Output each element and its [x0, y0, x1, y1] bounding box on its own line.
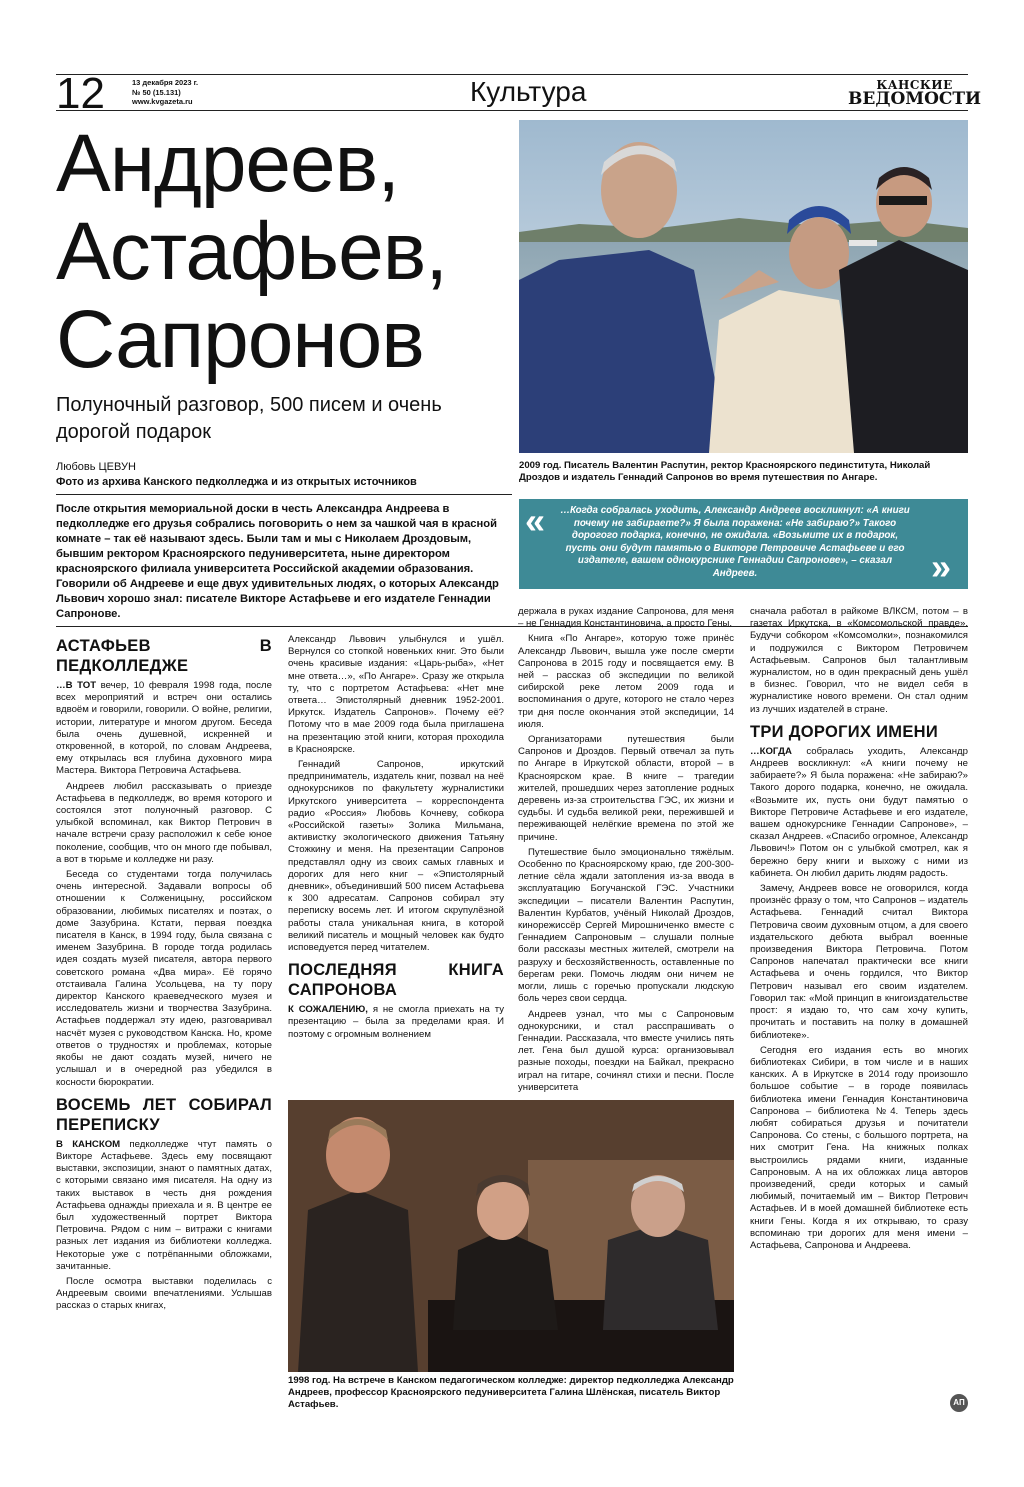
- site-url[interactable]: www.kvgazeta.ru: [132, 97, 193, 106]
- pull-quote-text: …Когда собралась уходить, Александр Андреев воскликнул: «А книги почему не забираете?» Я была поражена: «Не забираю?» Такого дорогого подарка, конечно, не ожидала. «Возьмите их в подарок, пусть они будут памятью о Викторе Петровиче Астафьеве и его издателе, вашем однокурснике Геннадии Сапронове», – сказал Андреев.: [560, 505, 910, 579]
- subheading-three-names: ТРИ ДОРОГИХ ИМЕНИ: [750, 722, 939, 741]
- paragraph-text: педколледже чтут память о Викторе Астафьеве. Здесь ему посвящают выставки, экспозиции, знают о памятных датах, с которыми связано имя писателя. На одну из таких выставок в честь дня рождения Астафьева однажды приехала и я. В центре ее был художественный портрет Виктора Петровича. Рядом с ним – витражи с книгами разных лет издания из библиотеки колледжа. Некоторые уже с потрёпанными обложками, зачитанные.: [56, 1138, 273, 1272]
- author: Любовь ЦЕВУН: [56, 461, 136, 473]
- column-2: [288, 634, 504, 1096]
- headline-line-1: Андреев,: [56, 118, 399, 209]
- subtitle: Полуночный разговор, 500 писем и очень дорогой подарок: [56, 394, 442, 443]
- column-1: [56, 630, 272, 1412]
- paragraph: Замечу, Андреев вовсе не оговорился, когда произнёс фразу о том, что Сапронов – издатель Астафьева. Геннадий считал Виктора Петровича своим духовным отцом, а для своего издательского дебюта выбрал военные произведения Виктора Петровича. Потом Сапронов напечатал практически все книги Астафьева и очень гордился, что Виктор Петрович называл его своим издателем. Говорил так: «Мой принцип в книгоиздательстве прост: я издаю то, что сам хочу купить, прочитать и поставить на полку в домашней библиотеке».: [750, 883, 968, 1041]
- top-photo: [519, 120, 968, 453]
- paragraph: держала в руках издание Сапронова, для меня – не Геннадия Константиновича, а просто Гены.: [518, 606, 734, 630]
- paragraph: Андреев любил рассказывать о приезде Астафьева в педколледж, во время которого и состоялся этот полуночный разговор. С улыбкой вспоминал, как Виктор Петрович в начале встречи сразу расположил к себе юное поколение, сообщив, что он много где побывал, а вот в тюрьме и колледже ни разу.: [56, 780, 272, 865]
- subheading-astafiev-college: АСТАФЬЕВ В ПЕДКОЛЛЕДЖЕ: [56, 637, 272, 675]
- subheading-last-book: ПОСЛЕДНЯЯ КНИГА САПРОНОВА: [288, 961, 504, 1000]
- photo-river-expedition: [519, 120, 968, 453]
- masthead-logo: [848, 79, 981, 108]
- paragraph-text: собралась уходить, Александр Андреев воскликнул: «А книги почему не забираете?» Я была поражена: «Не забираю?» Такого дорого подарка, конечно, не ожидала. «Возьмите их, пусть они будут памятью о Викторе Петровиче Астафьеве и его издателе, вашем однокурснике Геннадии Сапронове», – сказал Андреев. «Спасибо огромное, Александр Львович!» Потом он с улыбкой смотрел, как я бережно беру книги и выхожу с ними из кабинета. Он любил дарить людям радость.: [750, 745, 969, 879]
- lead-paragraph: После открытия мемориальной доски в честь Александра Андреева в педколледже его друзья собрались поговорить о нем за чашкой чая в красной комнате – так её называют здесь. Были там и мы с Николаем Дроздовым, бывшим ректором Красноярского педуниверситета, ныне директором красноярского филиала университета Российской академии образования. Говорили об Андрееве и еще двух удивительных людях, о которых Александр Львович хорошо знал: писателе Викторе Астафьеве и его издателе Геннадии Сапронове.: [56, 503, 499, 620]
- paragraph: После осмотра выставки поделилась с Андреевым своими впечатлениями. Услышав рассказ о старых книгах,: [56, 1275, 272, 1312]
- paragraph-lead: …В ТОТ: [56, 680, 97, 691]
- paragraph: [288, 1004, 504, 1041]
- masthead-line-1: КАНСКИЕ: [876, 78, 953, 92]
- paragraph: [56, 1139, 272, 1273]
- issue-info: [132, 78, 198, 107]
- paragraph-lead: …КОГДА: [750, 745, 792, 757]
- agency-mark-icon: АП: [950, 1394, 968, 1412]
- bottom-photo-caption: 1998 год. На встрече в Канском педагогическом колледже: директор педколледжа Александр Андреев, профессор Красноярского педуниверситета Галина Шлёнская, писатель Виктор Астафьев.: [288, 1375, 734, 1410]
- bottom-photo: [288, 1100, 734, 1372]
- paragraph: Беседа со студентами тогда получилась очень интересной. Задавали вопросы об отношении к Солженицыну, российском образовании, любимых писателях и поэтах, о доме Зазубрина. Кстати, первая поездка писателя в Канск, в 1994 году, была связана с именем Зазубрина. В городе тогда родилась идея создать музей писателя, автора первого советского романа «Два мира». Её горячо отстаивала Галина Усольцева, на ту пору директор Канского краеведческого музея и исследователь жизни и творчества Зазубрина. Астафьев поддержал эту идею, разговаривал насчёт музея с руководством Канска. Но, кроме ответов о трудностях и проблемах, которые якобы не дают создать музей, ничего не услышал и в очередной раз убедился в косности бюрократии.: [56, 869, 272, 1088]
- paragraph-lead: К СОЖАЛЕНИЮ,: [288, 1004, 368, 1016]
- issue-number: № 50 (15.131): [132, 87, 181, 97]
- section-title: Культура: [470, 76, 587, 107]
- paragraph: Геннадий Сапронов, иркутский предприниматель, издатель книг, позвал на неё однокурсников по факультету журналистики Иркутского университета – корреспондента радио «Россия» Любовь Кочневу, собкора «Российской газеты» Золика Мильмана, активистку экологического движения Татьяну Стожкину и меня. На презентации Сапронов представлял одну из своих самых главных и дорогих для него книг – «Эпистолярный дневник», объединивший 500 писем Астафьева к 300 адресатам. Сапронов собирал эту переписку восемь лет. И итогом скрупулёзной работы стала уникальная книга, в которой великий писатель и мощный человек как будто исповедуется перед читателем.: [288, 759, 504, 954]
- quote-open-icon: «: [525, 500, 546, 541]
- quote-close-icon: »: [931, 546, 952, 587]
- paragraph: Организаторами путешествия были Сапронов и Дроздов. Первый отвечал за путь по Ангаре в Иркутской области, второй – в Красноярском крае. В книге – трагедии жителей, прошедших через затопление родных деревень из-за строительства ГЭС, их жизни и судьбы. И судьба великой реки, пережившей и переживающей нелёгкие времена по этой же причине.: [518, 734, 734, 843]
- headline-line-3: Сапронов: [56, 294, 424, 385]
- paragraph-text: я не смогла приехать на ту презентацию – была за пределами края. И поэтому с огромным волнением: [288, 1004, 504, 1040]
- headline: [56, 120, 516, 384]
- paragraph: Сегодня его издания есть во многих библиотеках Сибири, в том числе и в наших канских. А в Иркутске в 2014 году произошло большое событие – в городе появилась библиотека имени Геннадия Константиновича Сапронова – библиотека №4. Теперь здесь любят собираться друзья и почитатели Сапронова. Со стены, с большого портрета, на них смотрит Гена. На книжных полках выстроились рядами книги, изданные Сапроновым. А на их обложках лица авторов произведений, среди которых и самый любимый, почитаемый им – Виктор Петрович Астафьев. И в моей домашней библиотеке есть книги Гены. Когда я их открываю, то сразу вспоминаю три дорогих для меня имени – Астафьева, Сапронова и Андреева.: [750, 1044, 968, 1251]
- headline-line-2: Астафьев,: [56, 206, 448, 297]
- subheading-eight-years: ВОСЕМЬ ЛЕТ СОБИРАЛ ПЕРЕПИСКУ: [56, 1095, 272, 1134]
- paragraph-text: вечер, 10 февраля 1998 года, после всех мероприятий и встреч они остались вдвоём и говорили, говорили. О войне, религии, истории, литературе и многом другом. Беседа была очень душевной, искренней и откровенной, в которой, по словам Андреева, ему открылась вся глубина духовного мира Мастера. Виктора Петровича Астафьева.: [56, 680, 272, 777]
- page-number: 12: [56, 69, 105, 118]
- pull-quote: [519, 499, 968, 589]
- paragraph-lead: В КАНСКОМ: [56, 1138, 121, 1150]
- top-photo-caption: 2009 год. Писатель Валентин Распутин, ректор Красноярского пединститута, Николай Дроздов и издатель Геннадий Сапронов во время путешествия по Ангаре.: [519, 460, 931, 483]
- paragraph: [750, 746, 968, 880]
- paragraph: Александр Львович улыбнулся и ушёл. Вернулся со стопкой новеньких книг. Это были очень красивые издания: «Царь-рыба», «Нет мне ответа…», «По Ангаре». Сразу же открыла ту, что с портретом Астафьева: «Нет мне ответа… Эпистолярный дневник 1952-2001. Иркутск. Издатель Сапронов». Почему её? Потому что в мае 2009 года была приглашена на презентацию этой книги, которая проходила в Красноярске.: [288, 634, 504, 755]
- column-4: [750, 606, 968, 1406]
- column-3: [518, 606, 734, 1176]
- paragraph: Путешествие было эмоционально тяжёлым. Особенно по Красноярскому краю, где 200-300-летние сёла ждали затопления из-за ввода в эксплуатацию Богучанской ГЭС. Участники экспедиции – писатели Валентин Распутин, Валентин Курбатов, учёный Николай Дроздов, кинорежиссёр Сергей Мирошниченко вместе с Геннадием Сапроновым – слушали полные боли рассказы местных жителей, смотрели на разруху и бесхозяйственность, оставленные по берегам реки. Помочь людям они ничем не могли, лишь с горечью пропускали людскую боль через свои сердца.: [518, 846, 734, 1005]
- photo-college-meeting: [288, 1100, 734, 1372]
- paragraph: сначала работал в райкоме ВЛКСМ, потом – в газетах Иркутска, в «Комсомольской правде». Будучи собкором «Комсомолки», познакомился и подружился с Виктором Петровичем Астафьевым. Сапронов был талантливым журналистом, но в один прекрасный день ушёл в бизнес. Говорил, что не видел себя в журналистике нового времени. Он стал одним из лучших издателей в стране.: [750, 606, 968, 715]
- issue-date: 13 декабря 2023 г.: [132, 78, 199, 87]
- paragraph: Андреев узнал, что мы с Сапроновым однокурсники, и стал расспрашивать о Геннадии. Рассказала, что вместе учились пять лет. Гена был душой курса: организовывал разные походы, поездки на Байкал, прекрасно играл на гитаре, сочинял стихи и песни. После университета: [518, 1008, 734, 1093]
- paragraph: Книга «По Ангаре», которую тоже принёс Александр Львович, вышла уже после смерти Сапронова в 2015 году и посвящается ему. В ней – рассказ об экспедиции по великой сибирской реке летом 2009 года и воспоминания о друге, которого не стало через три дня после окончания этой экспедиции, 14 июля.: [518, 633, 734, 730]
- photo-credit: Фото из архива Канского педколледжа и из открытых источников: [56, 476, 417, 488]
- byline: [56, 460, 417, 490]
- paragraph: [56, 680, 272, 778]
- masthead-line-2: ВЕДОМОСТИ: [848, 89, 982, 109]
